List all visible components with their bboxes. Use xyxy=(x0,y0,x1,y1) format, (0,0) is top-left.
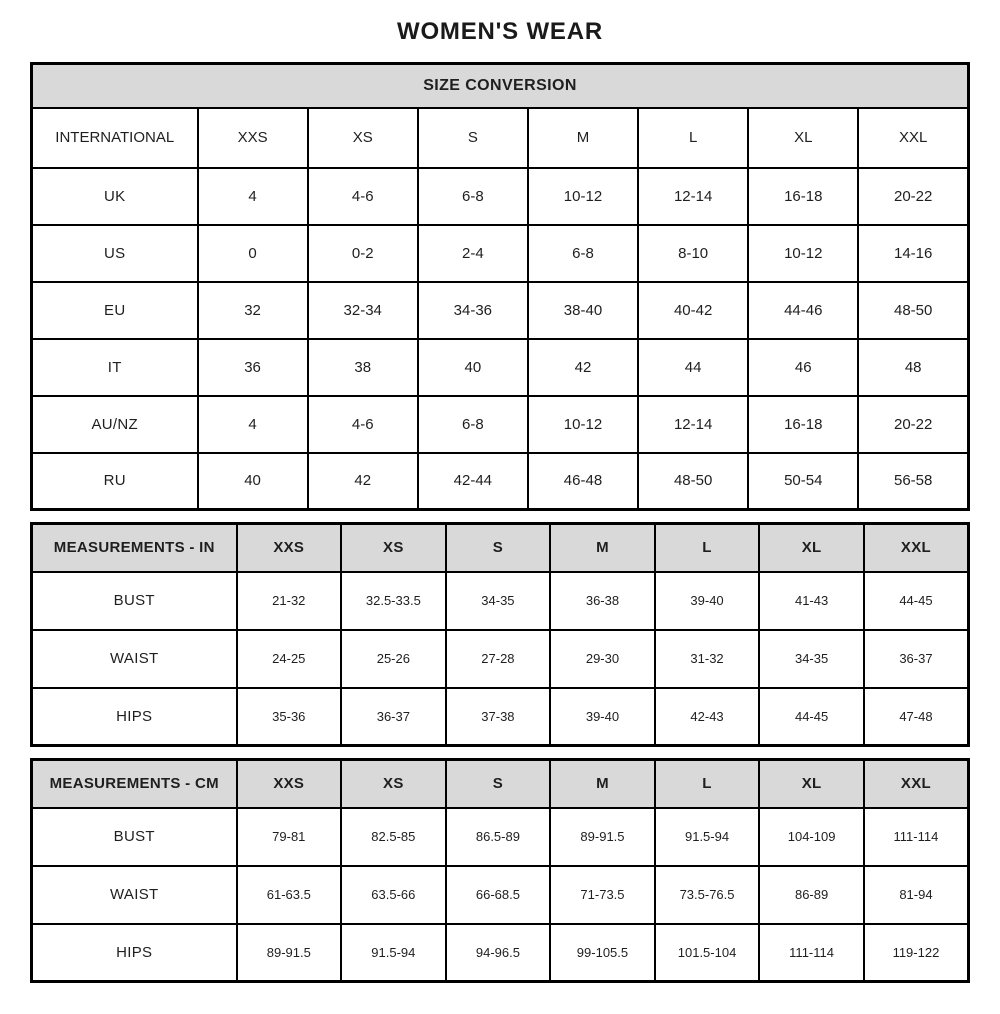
measurements-header: MEASUREMENTS - IN xyxy=(32,524,237,572)
measurement-value-cell: 63.5-66 xyxy=(341,866,446,924)
table-row xyxy=(32,924,969,982)
column-header-row xyxy=(32,760,969,808)
size-value-cell: 20-22 xyxy=(858,168,968,225)
size-column-header: XL xyxy=(759,524,864,572)
size-value-cell: 32 xyxy=(198,282,308,339)
measurement-value-cell: 31-32 xyxy=(655,630,760,688)
column-header-row xyxy=(32,108,969,168)
row-label: EU xyxy=(32,282,198,339)
size-column-header: S xyxy=(446,760,551,808)
size-value-cell: 4-6 xyxy=(308,168,418,225)
size-column-header: M xyxy=(528,108,638,168)
table-row xyxy=(32,572,969,630)
size-value-cell: 40 xyxy=(198,453,308,510)
measurement-value-cell: 71-73.5 xyxy=(550,866,655,924)
row-label: HIPS xyxy=(32,924,237,982)
size-value-cell: 6-8 xyxy=(418,396,528,453)
row-label: US xyxy=(32,225,198,282)
measurement-value-cell: 44-45 xyxy=(864,572,969,630)
table-row xyxy=(32,688,969,746)
standard-column-header: INTERNATIONAL xyxy=(32,108,198,168)
size-value-cell: 4 xyxy=(198,396,308,453)
measurement-value-cell: 34-35 xyxy=(759,630,864,688)
measurement-value-cell: 36-38 xyxy=(550,572,655,630)
measurement-value-cell: 41-43 xyxy=(759,572,864,630)
size-conversion-table xyxy=(30,62,970,511)
size-column-header: M xyxy=(550,760,655,808)
measurement-value-cell: 111-114 xyxy=(864,808,969,866)
table-row xyxy=(32,168,969,225)
size-value-cell: 50-54 xyxy=(748,453,858,510)
size-value-cell: 16-18 xyxy=(748,396,858,453)
size-value-cell: 0-2 xyxy=(308,225,418,282)
row-label: HIPS xyxy=(32,688,237,746)
size-column-header: L xyxy=(638,108,748,168)
measurement-value-cell: 66-68.5 xyxy=(446,866,551,924)
row-label: WAIST xyxy=(32,866,237,924)
measurement-value-cell: 91.5-94 xyxy=(341,924,446,982)
measurement-value-cell: 91.5-94 xyxy=(655,808,760,866)
row-label: BUST xyxy=(32,808,237,866)
size-value-cell: 12-14 xyxy=(638,168,748,225)
row-label: RU xyxy=(32,453,198,510)
table-row xyxy=(32,225,969,282)
measurement-value-cell: 101.5-104 xyxy=(655,924,760,982)
row-label: IT xyxy=(32,339,198,396)
measurements-header: MEASUREMENTS - CM xyxy=(32,760,237,808)
measurement-value-cell: 86.5-89 xyxy=(446,808,551,866)
column-header-row xyxy=(32,524,969,572)
size-value-cell: 42 xyxy=(528,339,638,396)
measurements-cm-table xyxy=(30,758,970,983)
row-label: AU/NZ xyxy=(32,396,198,453)
size-value-cell: 20-22 xyxy=(858,396,968,453)
measurement-value-cell: 99-105.5 xyxy=(550,924,655,982)
measurement-value-cell: 79-81 xyxy=(237,808,342,866)
size-column-header: M xyxy=(550,524,655,572)
measurement-value-cell: 29-30 xyxy=(550,630,655,688)
measurement-value-cell: 37-38 xyxy=(446,688,551,746)
measurement-value-cell: 21-32 xyxy=(237,572,342,630)
size-value-cell: 44-46 xyxy=(748,282,858,339)
measurement-value-cell: 32.5-33.5 xyxy=(341,572,446,630)
measurement-value-cell: 94-96.5 xyxy=(446,924,551,982)
size-column-header: L xyxy=(655,524,760,572)
size-value-cell: 44 xyxy=(638,339,748,396)
measurement-value-cell: 81-94 xyxy=(864,866,969,924)
table-row xyxy=(32,808,969,866)
measurement-value-cell: 104-109 xyxy=(759,808,864,866)
size-value-cell: 8-10 xyxy=(638,225,748,282)
size-value-cell: 4 xyxy=(198,168,308,225)
measurement-value-cell: 34-35 xyxy=(446,572,551,630)
row-label: WAIST xyxy=(32,630,237,688)
size-value-cell: 40-42 xyxy=(638,282,748,339)
table-row xyxy=(32,282,969,339)
size-value-cell: 10-12 xyxy=(748,225,858,282)
size-value-cell: 34-36 xyxy=(418,282,528,339)
size-column-header: XXS xyxy=(198,108,308,168)
measurement-value-cell: 39-40 xyxy=(655,572,760,630)
size-value-cell: 6-8 xyxy=(418,168,528,225)
table-row xyxy=(32,630,969,688)
size-column-header: XS xyxy=(341,524,446,572)
size-conversion-banner: SIZE CONVERSION xyxy=(32,64,969,108)
measurement-value-cell: 82.5-85 xyxy=(341,808,446,866)
size-value-cell: 6-8 xyxy=(528,225,638,282)
size-value-cell: 14-16 xyxy=(858,225,968,282)
size-column-header: XL xyxy=(759,760,864,808)
measurement-value-cell: 73.5-76.5 xyxy=(655,866,760,924)
size-value-cell: 48 xyxy=(858,339,968,396)
table-row xyxy=(32,339,969,396)
measurement-value-cell: 111-114 xyxy=(759,924,864,982)
size-value-cell: 48-50 xyxy=(858,282,968,339)
measurement-value-cell: 42-43 xyxy=(655,688,760,746)
table-row xyxy=(32,396,969,453)
measurement-value-cell: 89-91.5 xyxy=(237,924,342,982)
size-value-cell: 38-40 xyxy=(528,282,638,339)
table-row xyxy=(32,866,969,924)
measurement-value-cell: 86-89 xyxy=(759,866,864,924)
size-value-cell: 0 xyxy=(198,225,308,282)
size-column-header: XL xyxy=(748,108,858,168)
size-value-cell: 42 xyxy=(308,453,418,510)
size-column-header: S xyxy=(418,108,528,168)
measurement-value-cell: 61-63.5 xyxy=(237,866,342,924)
size-column-header: XXS xyxy=(237,524,342,572)
page-title: WOMEN'S WEAR xyxy=(397,18,603,45)
size-value-cell: 10-12 xyxy=(528,168,638,225)
size-value-cell: 46 xyxy=(748,339,858,396)
size-value-cell: 2-4 xyxy=(418,225,528,282)
row-label: BUST xyxy=(32,572,237,630)
size-value-cell: 12-14 xyxy=(638,396,748,453)
size-value-cell: 32-34 xyxy=(308,282,418,339)
size-column-header: S xyxy=(446,524,551,572)
measurement-value-cell: 36-37 xyxy=(864,630,969,688)
size-value-cell: 10-12 xyxy=(528,396,638,453)
size-value-cell: 42-44 xyxy=(418,453,528,510)
size-column-header: XS xyxy=(341,760,446,808)
size-column-header: XXL xyxy=(864,760,969,808)
size-value-cell: 56-58 xyxy=(858,453,968,510)
size-value-cell: 36 xyxy=(198,339,308,396)
measurement-value-cell: 47-48 xyxy=(864,688,969,746)
row-label: UK xyxy=(32,168,198,225)
measurement-value-cell: 119-122 xyxy=(864,924,969,982)
measurements-in-table xyxy=(30,522,970,747)
measurement-value-cell: 36-37 xyxy=(341,688,446,746)
table-row xyxy=(32,453,969,510)
size-column-header: XXL xyxy=(858,108,968,168)
banner-row xyxy=(32,64,969,108)
size-value-cell: 38 xyxy=(308,339,418,396)
size-column-header: XS xyxy=(308,108,418,168)
measurement-value-cell: 44-45 xyxy=(759,688,864,746)
size-value-cell: 40 xyxy=(418,339,528,396)
size-column-header: XXL xyxy=(864,524,969,572)
size-column-header: XXS xyxy=(237,760,342,808)
size-column-header: L xyxy=(655,760,760,808)
size-value-cell: 46-48 xyxy=(528,453,638,510)
measurement-value-cell: 39-40 xyxy=(550,688,655,746)
size-value-cell: 4-6 xyxy=(308,396,418,453)
measurement-value-cell: 35-36 xyxy=(237,688,342,746)
measurement-value-cell: 25-26 xyxy=(341,630,446,688)
measurement-value-cell: 27-28 xyxy=(446,630,551,688)
measurement-value-cell: 24-25 xyxy=(237,630,342,688)
measurement-value-cell: 89-91.5 xyxy=(550,808,655,866)
size-value-cell: 16-18 xyxy=(748,168,858,225)
size-value-cell: 48-50 xyxy=(638,453,748,510)
